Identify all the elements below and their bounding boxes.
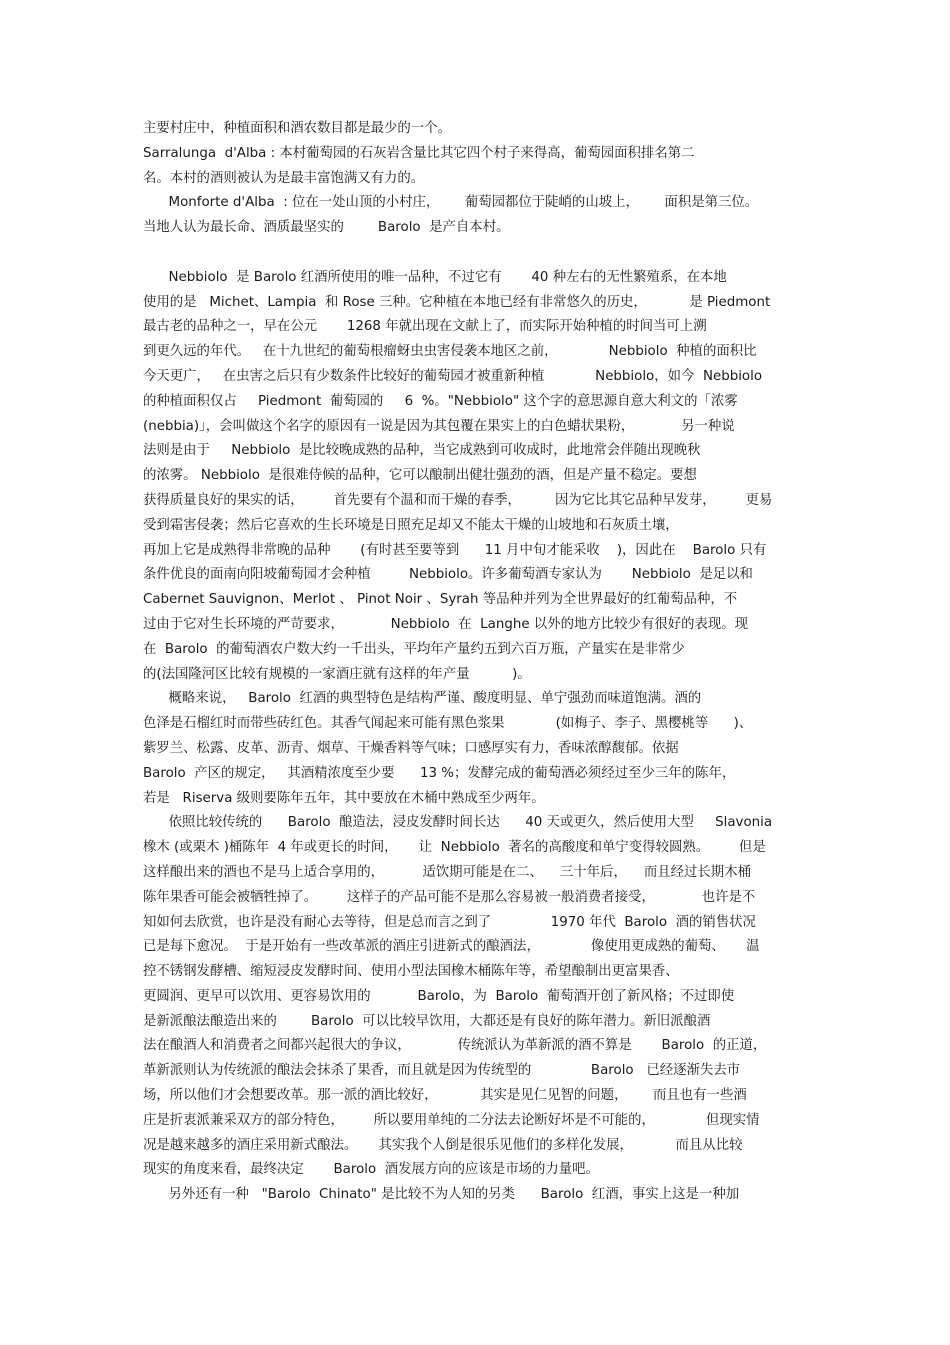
- text-line: 在 Barolo 的葡萄酒农户数大约一千出头，平均年产量约五到六百万瓶，产量实在是非常少: [143, 641, 685, 657]
- text-line: Sarralunga d'Alba : 本村葡萄园的石灰岩含量比其它四个村子来得高，葡萄园面积排名第二: [143, 145, 695, 161]
- text-line: 陈年果香可能会被牺牲掉了。 这样子的产品可能不是那么容易被一般消费者接受， 也许是不: [143, 889, 756, 905]
- text-line: 概略来说， Barolo 红酒的典型特色是结构严谨、酸度明显、单宁强劲而味道饱满。酒的: [143, 691, 702, 707]
- text-line: 紫罗兰、松露、皮革、沥青、烟草、干燥香料等气味；口感厚实有力，香味浓醇馥郁。依据: [143, 740, 679, 756]
- text-line: (nebbia)」，会叫做这个名字的原因有一说是因为其包覆在果实上的白色蜡状果粉， 另一种说: [143, 418, 735, 434]
- text-line: 使用的是 Michet、Lampia 和 Rose 三种。它种植在本地已经有非常悠久的历史， 是 Piedmont: [143, 294, 771, 310]
- text-line: 的(法国隆河区比较有规模的一家酒庄就有这样的年产量 )。: [143, 666, 531, 682]
- text-line: 控不锈钢发酵槽、缩短浸皮发酵时间、使用小型法国橡木桶陈年等，希望酿制出更富果香、: [143, 964, 679, 980]
- text-line: 橡木 (或栗木 )桶陈年 4 年或更长的时间， 让 Nebbiolo 著名的高酸度和单宁变得较圆熟。 但是: [143, 840, 766, 856]
- text-line: 条件优良的面南向阳坡葡萄园才会种植 Nebbiolo。许多葡萄酒专家认为 Nebbiolo 是足以和: [143, 567, 753, 583]
- text-line: 法则是由于 Nebbiolo 是比较晚成熟的品种，当它成熟到可收成时，此地常会伴随出现晚秋: [143, 443, 701, 459]
- text-line: 更圆润、更早可以饮用、更容易饮用的 Barolo，为 Barolo 葡萄酒开创了新风格；不过即使: [143, 988, 735, 1004]
- text-line: 若是 Riserva 级则要陈年五年，其中要放在木桶中熟成至少两年。: [143, 790, 545, 806]
- text-line: 依照比较传统的 Barolo 酿造法，浸皮发酵时间长达 40 天或更久，然后使用大型 Slavonia: [143, 815, 773, 831]
- text-line: 是新派酿法酿造出来的 Barolo 可以比较早饮用，大都还是有良好的陈年潜力。新旧派酿酒: [143, 1013, 711, 1029]
- text-line: 过由于它对生长环境的严苛要求， Nebbiolo 在 Langhe 以外的地方比较少有很好的表现。现: [143, 616, 749, 632]
- text-line: 今天更广， 在虫害之后只有少数条件比较好的葡萄园才被重新种植 Nebbiolo，如今 Nebbiolo: [143, 368, 763, 384]
- text-line: 现实的角度来看，最终决定 Barolo 酒发展方向的应该是市场的力量吧。: [143, 1162, 599, 1178]
- text-line: 另外还有一种 "Barolo Chinato" 是比较不为人知的另类 Barolo 红酒，事实上这是一种加: [143, 1187, 740, 1203]
- text-line: 获得质量良好的果实的话， 首先要有个温和而干燥的春季， 因为它比其它品种早发芽， 更易: [143, 492, 773, 508]
- text-line: 当地人认为最长命、酒质最坚实的 Barolo 是产自本村。: [143, 220, 510, 236]
- text-line: 这样酿出来的酒也不是马上适合享用的， 适饮期可能是在二、 三十年后， 而且经过长期木桶: [143, 864, 751, 880]
- document-body-text: [143, 117, 808, 1208]
- text-line: 名。本村的酒则被认为是最丰富饱满又有力的。: [143, 170, 425, 186]
- text-line: Nebbiolo 是 Barolo 红酒所使用的唯一品种，不过它有 40 种左右的无性繁殖系，在本地: [143, 269, 727, 285]
- text-line: 知如何去欣赏，也许是没有耐心去等待，但是总而言之到了 1970 年代 Barolo 酒的销售状况: [143, 914, 756, 930]
- text-line: 最古老的品种之一，早在公元 1268 年就出现在文献上了，而实际开始种植的时间当可上溯: [143, 319, 707, 335]
- text-line: 再加上它是成熟得非常晚的品种 (有时甚至要等到 11 月中旬才能采收 )，因此在 Barolo 只有: [143, 542, 767, 558]
- text-line: 场，所以他们才会想要改革。那一派的酒比较好， 其实是见仁见智的问题， 而且也有一些酒: [143, 1088, 747, 1104]
- text-line: Monforte d'Alba : 位在一处山顶的小村庄， 葡萄园都位于陡峭的山坡上， 面积是第三位。: [143, 195, 759, 211]
- text-line: Cabernet Sauvignon、Merlot 、 Pinot Noir 、Syrah 等品种并列为全世界最好的红葡萄品种，不: [143, 592, 738, 608]
- text-line: 况是越来越多的酒庄采用新式酿法。 其实我个人倒是很乐见他们的多样化发展， 而且从比较: [143, 1137, 743, 1153]
- text-line: 革新派则认为传统派的酿法会抹杀了果香，而且就是因为传统型的 Barolo 已经逐渐失去市: [143, 1063, 741, 1079]
- text-line: Barolo 产区的规定， 其酒精浓度至少要 13 %；发酵完成的葡萄酒必须经过至少三年的陈年，: [143, 765, 736, 781]
- text-line: 受到霜害侵袭；然后它喜欢的生长环境是日照充足却又不能太干燥的山坡地和石灰质土壤，: [143, 517, 679, 533]
- text-line: 到更久远的年代。 在十九世纪的葡萄根瘤蚜虫虫害侵袭本地区之前， Nebbiolo 种植的面积比: [143, 344, 757, 360]
- text-line: 的浓雾。 Nebbiolo 是很难侍候的品种，它可以酿制出健壮强劲的酒，但是产量不稳定。要想: [143, 468, 697, 484]
- text-line: 的种植面积仅占 Piedmont 葡萄园的 6 %。"Nebbiolo" 这个字的意思源自意大利文的「浓雾: [143, 393, 738, 409]
- text-line: 主要村庄中，种植面积和酒农数目都是最少的一个。: [143, 121, 451, 136]
- text-line: 庄是折衷派兼采双方的部分特色， 所以要用单纯的二分法去论断好坏是不可能的， 但现实情: [143, 1112, 760, 1128]
- text-line: 色泽是石榴红时而带些砖红色。其香气闻起来可能有黑色浆果 (如梅子、李子、黑樱桃等 )、: [143, 716, 753, 732]
- text-line: 已是每下愈况。 于是开始有一些改革派的酒庄引进新式的酿酒法， 像使用更成熟的葡萄、 温: [143, 939, 760, 955]
- paragraph-gap: [143, 241, 808, 266]
- text-line: 法在酿酒人和消费者之间都兴起很大的争议， 传统派认为革新派的酒不算是 Barolo 的正道，: [143, 1038, 767, 1054]
